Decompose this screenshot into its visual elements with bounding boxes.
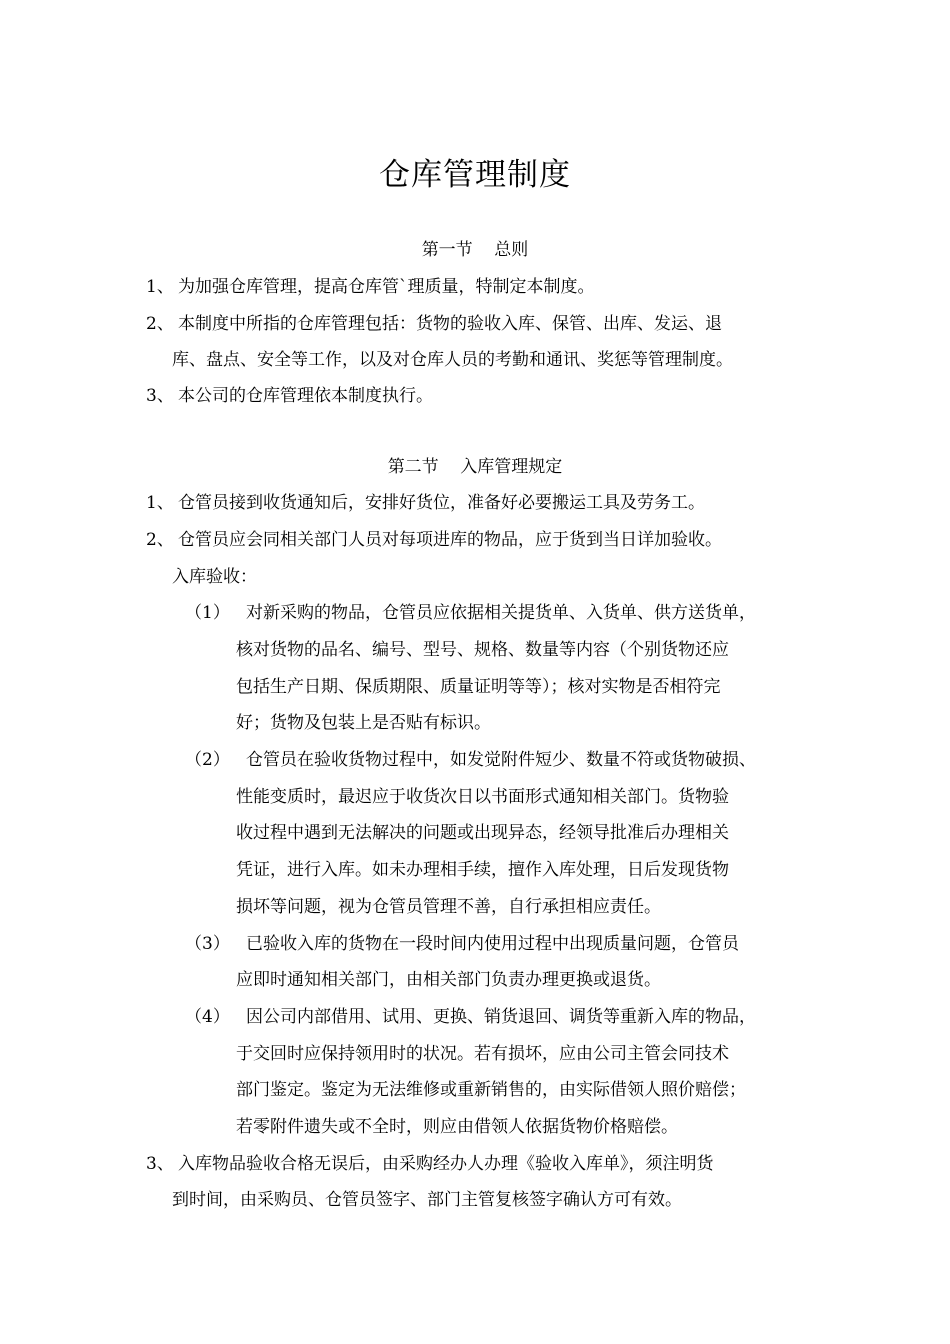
- subitem-number: （4）: [185, 1007, 230, 1027]
- subitem-text: 应即时通知相关部门，由相关部门负责办理更换或退货。: [236, 970, 661, 990]
- section-heading-inbound: 第二节 入库管理规定: [387, 457, 563, 477]
- subitem-number: （1）: [185, 603, 230, 623]
- subheading-inbound-check: 入库验收：: [172, 567, 257, 587]
- subitem-number: （2）: [185, 750, 230, 770]
- subitem-text: 已验收入库的货物在一段时间内使用过程中出现质量问题，仓管员: [246, 934, 739, 954]
- subitem-text: 包括生产日期、保质期限、质量证明等等）；核对实物是否相符完: [236, 677, 721, 697]
- subitem-text: 收过程中遇到无法解决的问题或出现异态，经领导批准后办理相关: [236, 823, 729, 843]
- document-title: 仓库管理制度: [379, 157, 571, 193]
- item-text: 本制度中所指的仓库管理包括：货物的验收入库、保管、出库、发运、退: [178, 314, 722, 334]
- item-number: 2、: [146, 530, 174, 550]
- item-number: 3、: [146, 386, 174, 406]
- item-text: 本公司的仓库管理依本制度执行。: [178, 386, 433, 406]
- item-text: 仓管员应会同相关部门人员对每项进库的物品，应于货到当日详加验收。: [178, 530, 722, 550]
- item-number: 3、: [146, 1154, 174, 1174]
- item-number: 2、: [146, 314, 174, 334]
- subitem-text: 因公司内部借用、试用、更换、销货退回、调货等重新入库的物品，: [246, 1007, 756, 1027]
- item-text: 入库物品验收合格无误后，由采购经办人办理《验收入库单》，须注明货: [178, 1154, 714, 1174]
- subitem-text: 核对货物的品名、编号、型号、规格、数量等内容（个别货物还应: [236, 640, 729, 660]
- subitem-text: 部门鉴定。鉴定为无法维修或重新销售的，由实际借领人照价赔偿；: [236, 1080, 746, 1100]
- item-number: 1、: [146, 277, 174, 297]
- subitem-text: 好；货物及包装上是否贴有标识。: [236, 713, 491, 733]
- subitem-text: 仓管员在验收货物过程中，如发觉附件短少、数量不符或货物破损、: [246, 750, 756, 770]
- subitem-text: 性能变质时，最迟应于收货次日以书面形式通知相关部门。货物验: [236, 787, 729, 807]
- subitem-number: （3）: [185, 934, 230, 954]
- subitem-text: 对新采购的物品，仓管员应依据相关提货单、入货单、供方送货单，: [246, 603, 756, 623]
- item-text: 仓管员接到收货通知后，安排好货位，准备好必要搬运工具及劳务工。: [178, 493, 705, 513]
- subitem-text: 于交回时应保持领用时的状况。若有损坏，应由公司主管会同技术: [236, 1044, 729, 1064]
- item-text: 为加强仓库管理，提高仓库管`理质量，特制定本制度。: [178, 277, 595, 297]
- subitem-text: 凭证，进行入库。如未办理相手续，擅作入库处理，日后发现货物: [236, 860, 729, 880]
- section-heading-general: 第一节 总则: [421, 240, 529, 260]
- item-text: 库、盘点、安全等工作，以及对仓库人员的考勤和通讯、奖惩等管理制度。: [172, 350, 733, 370]
- item-number: 1、: [146, 493, 174, 513]
- item-text: 到时间，由采购员、仓管员签字、部门主管复核签字确认方可有效。: [172, 1190, 682, 1210]
- subitem-text: 损坏等问题，视为仓管员管理不善，自行承担相应责任。: [236, 897, 661, 917]
- subitem-text: 若零附件遗失或不全时，则应由借领人依据货物价格赔偿。: [236, 1117, 678, 1137]
